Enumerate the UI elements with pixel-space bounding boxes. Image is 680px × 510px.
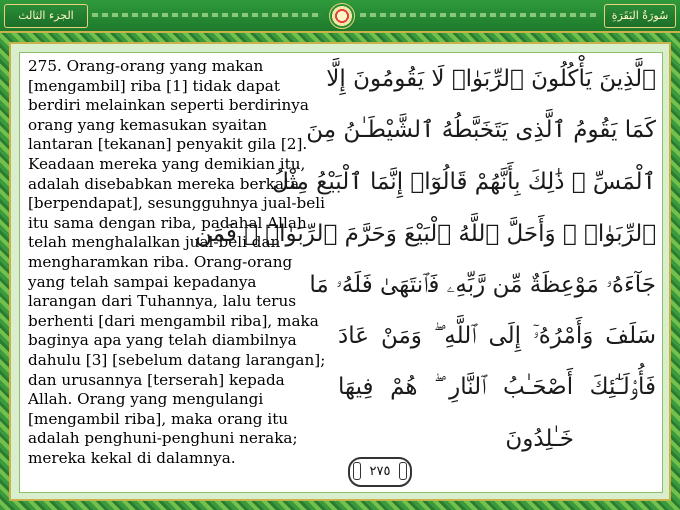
arabic-text (195, 53, 656, 492)
arabic-line: فَأُو۟لَـٰٓئِكَ أَصْحَـٰبُ ٱلنَّارِ ۖ هُمْ فِيهَا (338, 374, 656, 400)
translation-text: 275. Orang-orang yang makan [mengambil] riba [1] tidak dapat berdiri melainkan seperti berdirinya orang yang kemasukan syaitan lantaran [tekanan] penyakit gila [2]. Keadaan mereka yang demikian itu, adalah disebabkan mereka berkata [berpendapat], sesungguhnya jual-beli itu sama dengan riba, padahal Allah telah menghalalkan jual-beli dan mengharamkan riba. Orang-orang yang telah sampai kepadanya larangan dari Tuhannya, lalu terus berhenti [dari mengambil riba], maka baginya apa yang telah diambilnya dahulu [3] [sebelum datang larangan]; dan urusannya [terserah] kepada Allah. Orang yang mengulangi [mengambil riba], maka orang itu adalah penghuni-penghuni neraka; mereka kekal di dalamnya. (28, 57, 326, 467)
ayah-number-marker: ٢٧٥ (348, 457, 412, 487)
surah-label[interactable]: سُورَةُ البَقَرَةِ (604, 4, 676, 28)
ornamental-frame (0, 33, 680, 510)
arabic-line: خَـٰلِدُونَ (505, 426, 574, 452)
arabic-line: ٱلَّذِينَ يَأْكُلُونَ ٱلرِّبَوٰا۟ لَا يَقُومُونَ إِلَّا (326, 66, 656, 92)
top-bar (0, 0, 680, 33)
right-ornament-strip (360, 13, 598, 17)
rosette-icon[interactable] (329, 3, 355, 29)
arabic-line: ٱلرِّبَوٰا۟ ۗ وَأَحَلَّ ٱللَّهُ ٱلْبَيْعَ وَحَرَّمَ ٱلرِّبَوٰا۟ ۚ فَمَن (195, 221, 656, 247)
arabic-line: ٱلْمَسِّ ۚ ذَٰلِكَ بِأَنَّهُمْ قَالُوٓا۟ إِنَّمَا ٱلْبَيْعُ مِثْلُ (272, 169, 656, 195)
juz-label[interactable]: الجزء الثالث (4, 4, 88, 28)
page-content (19, 52, 663, 493)
arabic-line: كَمَا يَقُومُ ٱلَّذِى يَتَخَبَّطُهُ ٱلشَّيْطَـٰنُ مِنَ (306, 117, 656, 143)
left-ornament-strip (92, 13, 322, 17)
arabic-line: سَلَفَ وَأَمْرُهُۥٓ إِلَى ٱللَّهِ ۖ وَمَنْ عَادَ (338, 323, 656, 349)
arabic-line: جَآءَهُۥ مَوْعِظَةٌ مِّن رَّبِّهِۦ فَٱنتَهَىٰ فَلَهُۥ مَا (309, 272, 656, 298)
